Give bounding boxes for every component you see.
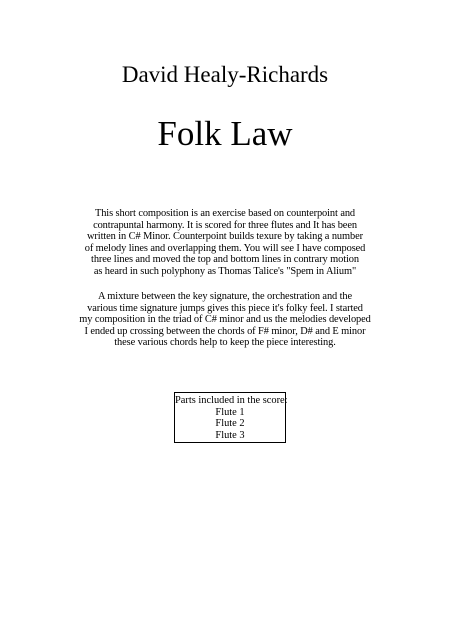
text-line: three lines and moved the top and bottom lines in contrary motion — [91, 254, 359, 265]
text-line: as heard in such polyphony as Thomas Talice's "Spem in Alium" — [93, 265, 357, 277]
parts-list-box — [174, 392, 286, 443]
text-line: these various chords help to keep the piece interesting. — [114, 337, 336, 348]
part-item: Flute 2 — [215, 418, 245, 429]
description-paragraph-2 — [55, 291, 395, 349]
text-line: written in C# Minor. Counterpoint builds texure by taking a number — [87, 231, 363, 242]
text-line: contrapuntal harmony. It is scored for three flutes and It has been — [93, 219, 357, 231]
text-line: various time signature jumps gives this piece it's folky feel. I started — [87, 302, 363, 314]
text-line: This short composition is an exercise based on counterpoint and — [94, 208, 356, 219]
text-line: I ended up crossing between the chords of F# minor, D# and E minor — [84, 325, 366, 337]
piece-title: Folk Law — [157, 114, 293, 153]
part-item: Flute 3 — [215, 429, 245, 441]
composer-name: David Healy-Richards — [121, 62, 329, 87]
text-line: my composition in the triad of C# minor and us the melodies developed — [79, 314, 371, 325]
description-paragraph-1 — [55, 208, 395, 277]
text-line: A mixture between the key signature, the orchestration and the — [97, 291, 353, 302]
text-line: of melody lines and overlapping them. You will see I have composed — [84, 242, 366, 254]
parts-heading: Parts included in the score: — [175, 395, 288, 406]
part-item: Flute 1 — [215, 406, 245, 418]
